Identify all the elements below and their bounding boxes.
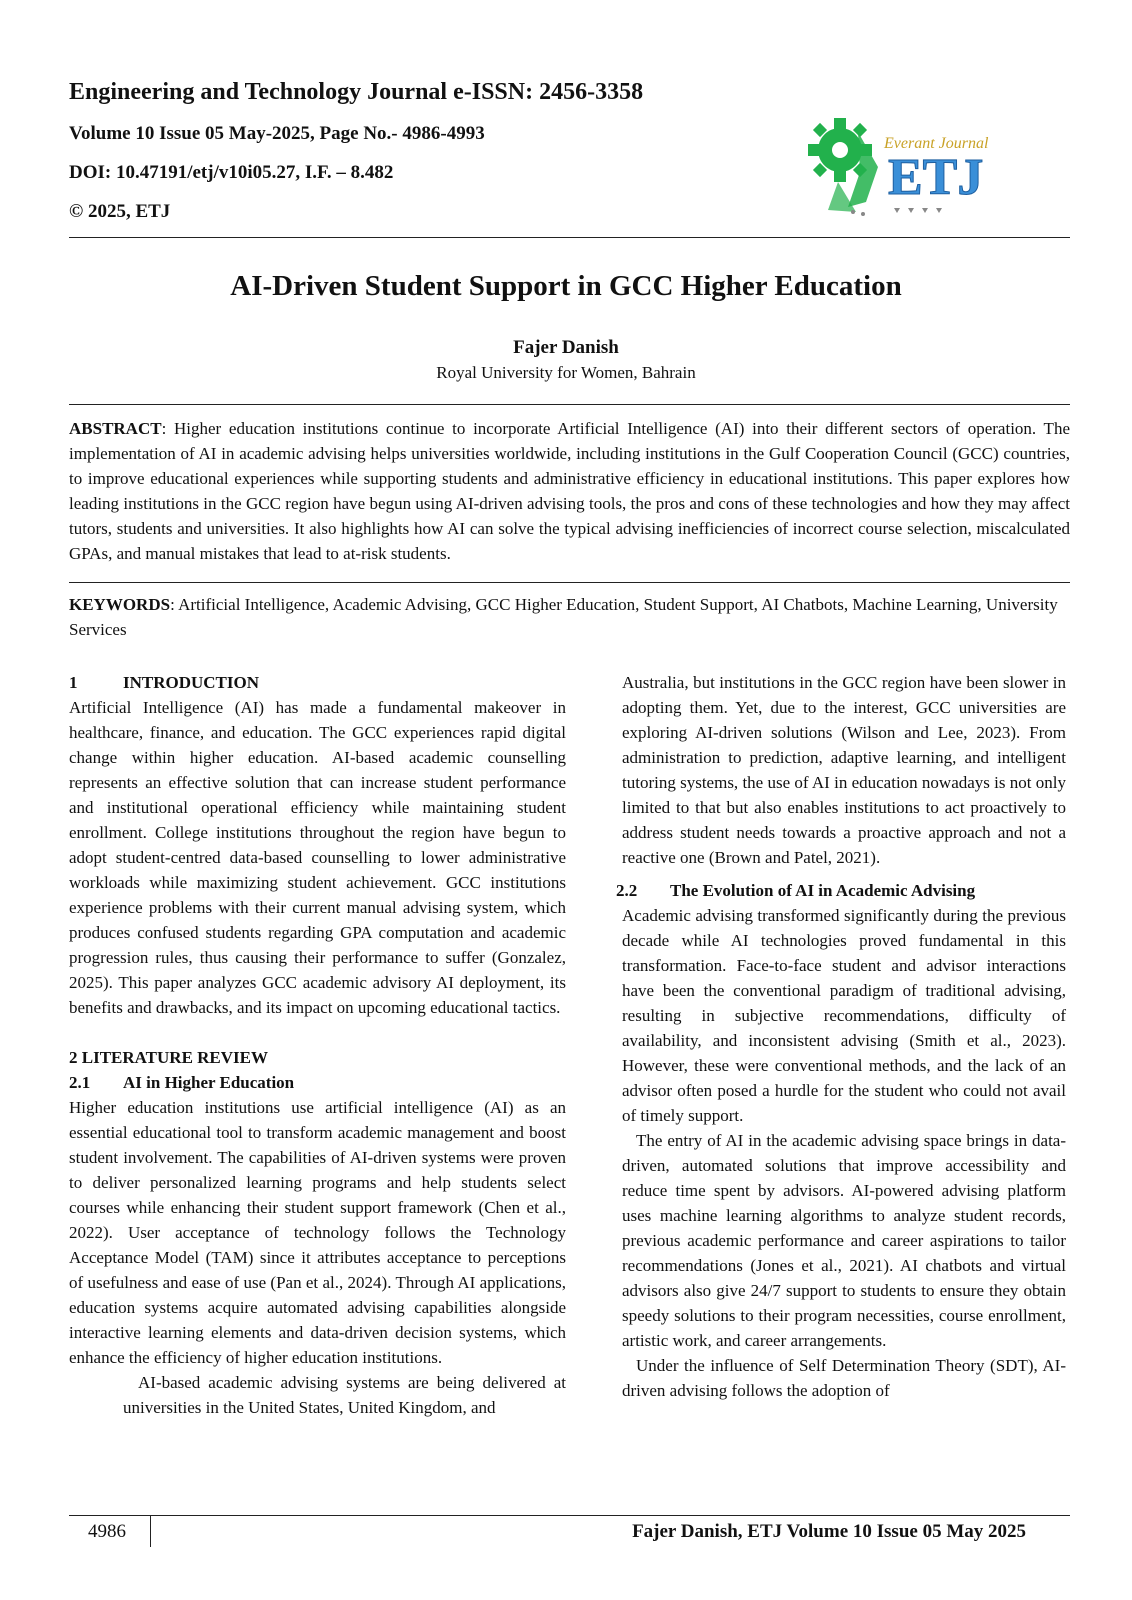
- keywords-label: KEYWORDS: [69, 595, 171, 614]
- subsection-title: The Evolution of AI in Academic Advising: [670, 881, 976, 900]
- paper-title: AI-Driven Student Support in GCC Higher Education: [230, 270, 902, 302]
- header-rule: [69, 237, 1070, 238]
- subsection-number: 2.2: [616, 881, 638, 900]
- subsection-2-2-paragraph-1: Academic advising transformed significantly during the previous decade while AI technologies proved fundamental in this transformation. Face-to-face student and advisor interactions have been the conventional paradigm of traditional advising, resulting in subjective recommendations, difficulty of availability, and inconsistent advising (Smith et al., 2023). However, these were conventional methods, and the lack of an advisor often posed a hurdle for the student who could not avail of timely support.: [622, 906, 1066, 1125]
- etj-logo-graphic: [808, 112, 1028, 222]
- subsection-2-1-paragraph-2: AI-based academic advising systems are being delivered at universities in the United States, United Kingdom, and: [123, 1373, 566, 1417]
- abstract-text: : Higher education institutions continue to incorporate Artificial Intelligence (AI) into their different sectors of operation. The implementation of AI in academic advising helps universities worldwide, including institutions in the Gulf Cooperation Council (GCC) countries, to improve educational experiences while supporting students and administrative efficiency in educational institutions. This paper explores how leading institutions in the GCC region have begun using AI-driven advising tools, the pros and cons of these technologies and how they may affect tutors, students and universities. It also highlights how AI can solve the typical advising inefficiencies of incorrect course selection, miscalculated GPAs, and manual mistakes that lead to at-risk students.: [69, 419, 1070, 563]
- keywords: [69, 592, 1070, 642]
- footer-rule: [69, 1515, 1070, 1516]
- abstract-top-rule: [69, 404, 1070, 405]
- section-heading-literature-review: 2 LITERATURE REVIEW: [69, 1048, 269, 1067]
- running-footer: Fajer Danish, ETJ Volume 10 Issue 05 May 2025: [632, 1521, 1026, 1542]
- author-name: Fajer Danish: [513, 337, 619, 358]
- etj-logo: [808, 112, 1028, 222]
- copyright-line: © 2025, ETJ: [69, 201, 171, 222]
- subsection-number: 2.1: [69, 1073, 91, 1092]
- subsection-heading-2-2: [616, 878, 1066, 903]
- subsection-title: AI in Higher Education: [123, 1073, 295, 1092]
- subsection-2-2-paragraph-2: The entry of AI in the academic advising space brings in data-driven, automated solutions that improve accessibility and reduce time spent by advisors. AI-powered advising platform uses machine learning algorithms to analyze student records, previous academic performance and career aspirations to tailor recommendations (Jones et al., 2021). AI chatbots and virtual advisors also give 24/7 support to students to ensure they obtain speedy solutions to their program necessities, course enrollment, artistic work, and career arrangements.: [622, 1131, 1066, 1350]
- keywords-rule: [69, 582, 1070, 583]
- section-heading-introduction: [69, 670, 566, 695]
- keywords-text: : Artificial Intelligence, Academic Advising, GCC Higher Education, Student Support, AI Chatbots, Machine Learning, University Services: [69, 595, 1058, 639]
- intro-paragraph: Artificial Intelligence (AI) has made a fundamental makeover in healthcare, finance, and education. The GCC experiences rapid digital change within higher education. AI-based academic counselling represents an effective solution that can increase student performance and institutional operational efficiency while maintaining student enrollment. College institutions throughout the region have begun to adopt student-centred data-based counselling to lower administrative workloads while maximizing student achievement. GCC institutions experience problems with their current manual advising system, which produces confused students regarding GPA computation and academic progression rules, thus causing their performance to suffer (Gonzalez, 2025). This paper analyzes GCC academic advisory AI deployment, its benefits and drawbacks, and its impact on upcoming educational tactics.: [69, 698, 566, 1017]
- right-column: [616, 670, 1066, 1403]
- left-column: [69, 670, 566, 1420]
- journal-title: Engineering and Technology Journal e-ISSN: 2456-3358: [69, 79, 644, 105]
- journal-header: [69, 78, 643, 237]
- volume-line: Volume 10 Issue 05 May-2025, Page No.- 4986-4993: [69, 123, 485, 144]
- footer-separator: [150, 1515, 151, 1547]
- subsection-2-2-paragraph-3: Under the influence of Self Determination Theory (SDT), AI-driven advising follows the adoption of: [622, 1356, 1066, 1400]
- page-number: 4986: [88, 1521, 126, 1542]
- abstract: [69, 416, 1070, 566]
- continued-paragraph: Australia, but institutions in the GCC region have been slower in adopting them. Yet, due to the interest, GCC universities are exploring AI-driven solutions (Wilson and Lee, 2023). From administration to prediction, adaptive learning, and intelligent tutoring systems, the use of AI in education nowadays is not only limited to that but also enables institutions to act proactively to address student needs towards a proactive approach and not a reactive one (Brown and Patel, 2021).: [622, 673, 1066, 867]
- subsection-heading-2-1: [69, 1070, 566, 1095]
- abstract-label: ABSTRACT: [69, 419, 162, 438]
- subsection-2-1-paragraph: Higher education institutions use artificial intelligence (AI) as an essential educational tool to transform academic management and boost student involvement. The capabilities of AI-driven systems were proven to deliver personalized learning programs and help students select courses while enhancing their student support framework (Chen et al., 2022). User acceptance of technology follows the Technology Acceptance Model (TAM) since it attributes acceptance to perceptions of usefulness and ease of use (Pan et al., 2024). Through AI applications, education systems acquire automated advising capabilities alongside interactive learning elements and data-driven decision systems, which enhance the efficiency of higher education institutions.: [69, 1098, 566, 1367]
- logo-tagline: Everant Journal: [884, 135, 989, 152]
- doi-line: DOI: 10.47191/etj/v10i05.27, I.F. – 8.482: [69, 162, 394, 183]
- author-affiliation: Royal University for Women, Bahrain: [436, 363, 696, 382]
- section-number: 1: [69, 673, 78, 692]
- logo-letters: ETJ: [888, 149, 984, 206]
- section-title: INTRODUCTION: [123, 673, 260, 692]
